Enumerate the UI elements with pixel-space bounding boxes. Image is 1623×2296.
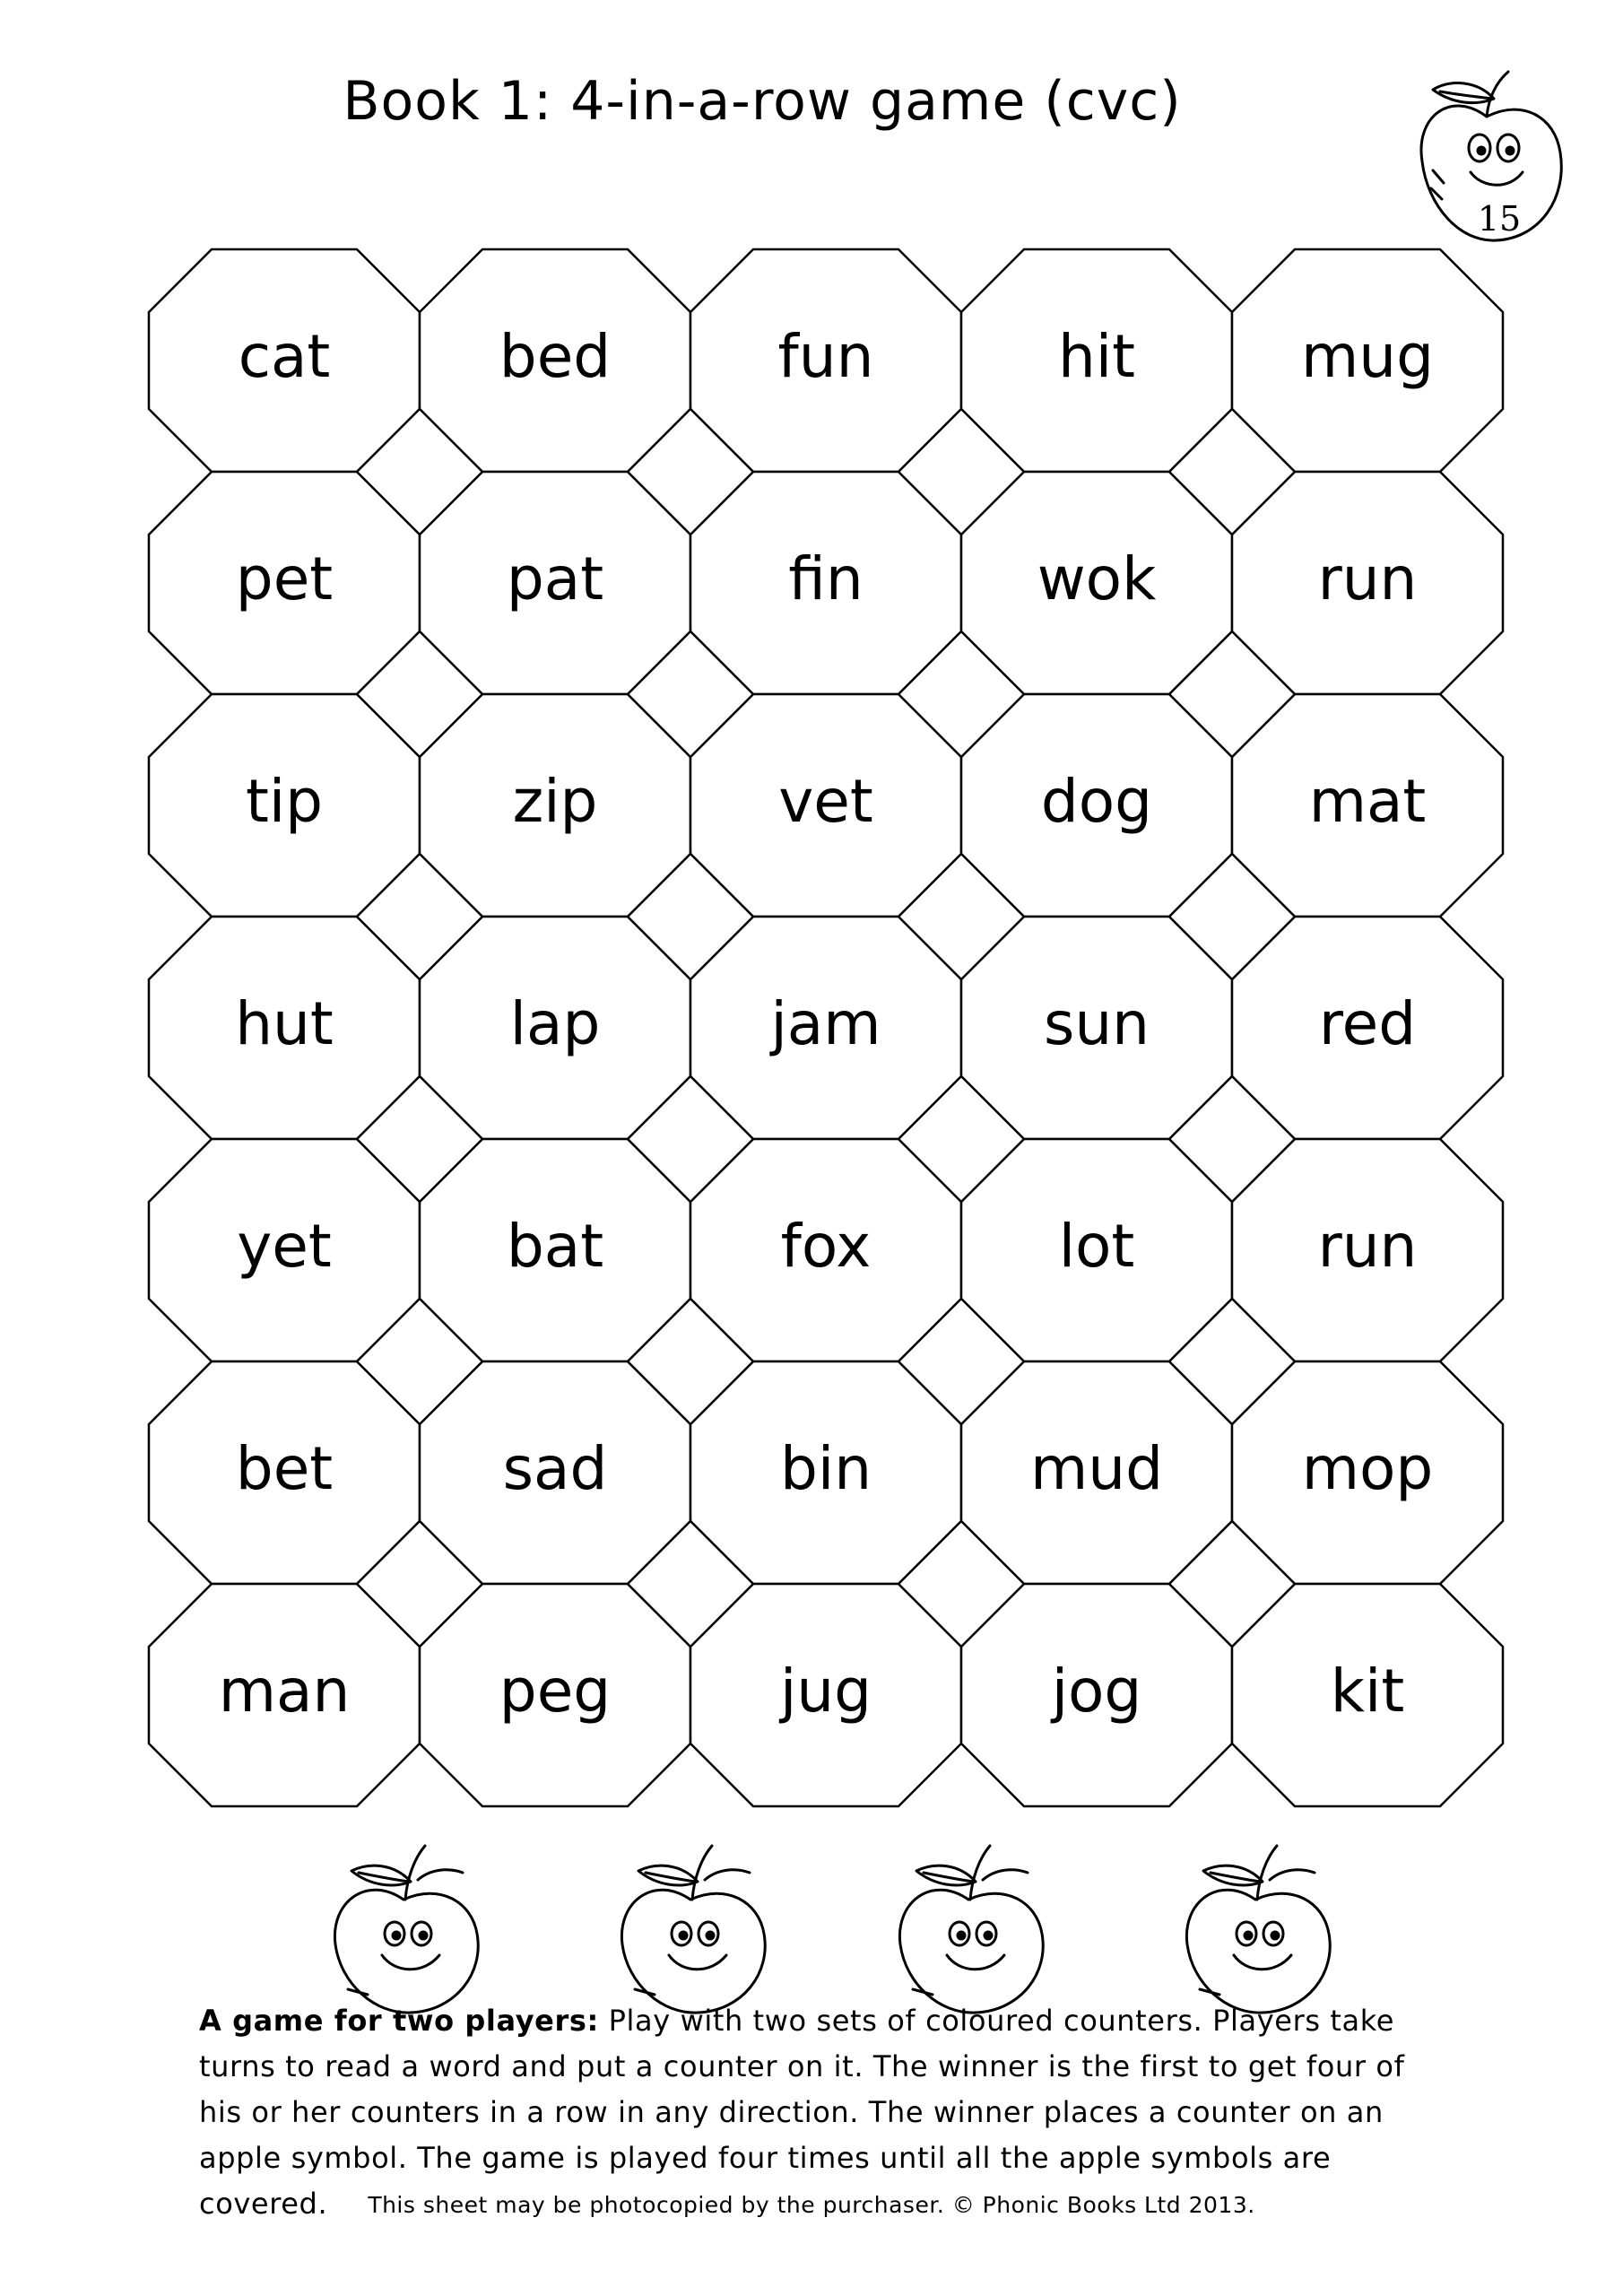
word-tile-label: sun [1043,989,1150,1058]
word-tile-label: tip [245,767,324,836]
page-number: 15 [1477,199,1522,239]
word-tile-label: run [1317,1212,1418,1281]
word-tile-label: jog [1051,1657,1142,1726]
word-tile-label: pat [506,544,604,613]
word-tile-label: jam [770,989,881,1058]
word-tile-label: yet [237,1212,332,1281]
word-tile-label: pet [235,544,334,613]
apple-counter-icon[interactable] [870,1830,1067,2018]
apple-counter-icon[interactable] [305,1830,502,2018]
word-tile-label: cat [238,322,331,391]
word-tile-label: hit [1057,322,1136,391]
apple-counter-icon[interactable] [592,1830,789,2018]
word-tile-label: bin [779,1434,872,1503]
copyright-footer: This sheet may be photocopied by the purchaser. © Phonic Books Ltd 2013. [368,2192,1255,2218]
word-tile-label: mop [1301,1434,1434,1503]
apple-counter-icon[interactable] [1157,1830,1354,2018]
word-tile-label: vet [778,767,873,836]
word-tile-label: bat [506,1212,604,1281]
word-tile-label: fin [788,544,864,613]
word-tile-label: bed [499,322,612,391]
word-tile-label: red [1318,989,1417,1058]
instructions-text: Play with two sets of coloured counters. Players take turns to read a word and put a counter on it. The winner is the first to get four of his or her counters in a row in any direction. The winner places a counter on an apple symbol. The game is played four times until all the apple symbols are covered. [199,2004,1405,2221]
word-tile-label: kit [1330,1657,1405,1726]
word-tile-label: dog [1040,767,1153,836]
word-tile-label: jug [779,1657,872,1726]
word-tile-label: mug [1300,322,1435,391]
word-tile-label: hut [235,989,334,1058]
word-tile-label: run [1317,544,1418,613]
word-tile-label: wok [1037,544,1157,613]
word-tile-label: man [218,1657,351,1726]
page-title: Book 1: 4-in-a-row game (cvc) [343,70,1182,133]
word-tile-label: bet [235,1434,334,1503]
word-tile-label: mat [1308,767,1427,836]
word-tile-label: zip [512,767,598,836]
word-tile-label: peg [499,1657,612,1726]
word-tile-label: fun [777,322,874,391]
word-tile-label: lap [509,989,601,1058]
instructions-heading: A game for two players: [199,2004,599,2038]
word-tile-label: lot [1058,1212,1135,1281]
word-tile-label: mud [1029,1434,1164,1503]
word-tile-label: sad [502,1434,608,1503]
word-tile-label: fox [780,1212,872,1281]
